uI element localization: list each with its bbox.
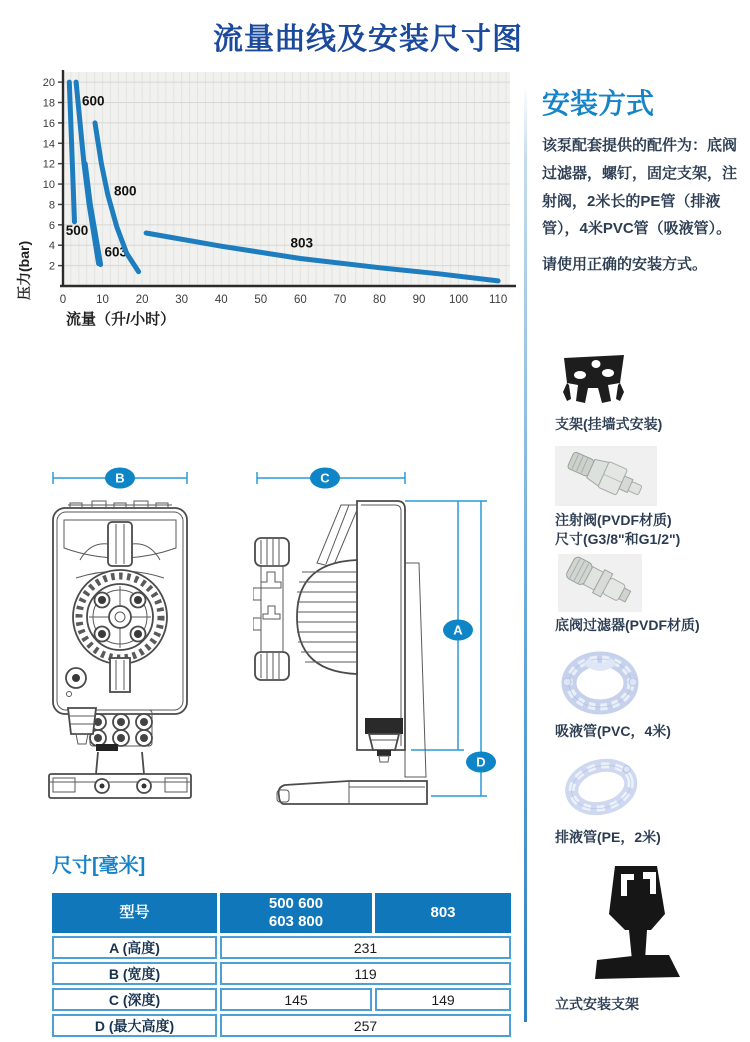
dim-c-label: C bbox=[320, 470, 330, 486]
chart-y-axis-label: 压力(bar) bbox=[16, 240, 32, 300]
row-value: 119 bbox=[220, 962, 511, 985]
svg-text:600: 600 bbox=[81, 93, 105, 109]
wall-bracket-item bbox=[558, 352, 630, 410]
foot-valve-item bbox=[558, 554, 642, 612]
svg-text:50: 50 bbox=[254, 294, 268, 306]
suction-tube-image bbox=[556, 646, 644, 718]
dimensions-table bbox=[52, 893, 511, 1037]
flow-pressure-chart bbox=[28, 64, 518, 309]
svg-text:10: 10 bbox=[96, 294, 109, 306]
svg-text:20: 20 bbox=[42, 77, 55, 90]
table-row-c bbox=[52, 988, 511, 1011]
table-row-d bbox=[52, 1014, 511, 1037]
dim-a-label: A bbox=[453, 622, 463, 638]
installation-heading: 安装方式 bbox=[542, 88, 655, 119]
svg-text:100: 100 bbox=[448, 294, 469, 306]
col-header-500-600-603-800: 500 600 603 800 bbox=[220, 893, 372, 933]
page-title: 流量曲线及安装尺寸图 bbox=[213, 23, 523, 56]
svg-text:90: 90 bbox=[412, 294, 426, 306]
pump-side-view-drawing bbox=[253, 460, 508, 810]
vertical-divider bbox=[524, 84, 527, 1022]
injection-valve-image bbox=[555, 446, 657, 506]
svg-text:16: 16 bbox=[42, 117, 55, 130]
table-header-row bbox=[52, 893, 511, 933]
chart-x-axis-label: 流量（升/小时） bbox=[66, 311, 176, 328]
row-label: D (最大高度) bbox=[52, 1014, 217, 1037]
row-label: C (深度) bbox=[52, 988, 217, 1011]
svg-text:60: 60 bbox=[293, 294, 307, 306]
row-value: 231 bbox=[220, 936, 511, 959]
row-label: B (宽度) bbox=[52, 962, 217, 985]
suction-tube-item bbox=[556, 646, 644, 718]
svg-text:603: 603 bbox=[104, 244, 128, 260]
svg-text:6: 6 bbox=[48, 219, 55, 232]
svg-text:800: 800 bbox=[114, 183, 137, 199]
svg-text:20: 20 bbox=[135, 294, 149, 306]
suction-tube-caption: 吸液管(PVC，4米) bbox=[555, 723, 671, 739]
installation-section bbox=[542, 82, 742, 279]
row-value: 145 bbox=[220, 988, 372, 1011]
svg-text:12: 12 bbox=[42, 158, 55, 171]
row-value: 257 bbox=[220, 1014, 511, 1037]
row-value-803: 149 bbox=[375, 988, 511, 1011]
svg-text:18: 18 bbox=[42, 97, 55, 110]
svg-text:40: 40 bbox=[214, 294, 228, 306]
discharge-tube-caption: 排液管(PE，2米) bbox=[555, 829, 661, 845]
foot-valve-filter-image bbox=[558, 554, 642, 612]
svg-text:14: 14 bbox=[42, 138, 55, 151]
dimensions-heading: 尺寸[毫米] bbox=[52, 855, 146, 877]
floor-stand-caption: 立式安装支架 bbox=[555, 996, 639, 1012]
wall-bracket-image bbox=[558, 352, 630, 410]
discharge-tube-item bbox=[556, 750, 646, 822]
svg-text:70: 70 bbox=[333, 294, 347, 306]
svg-text:80: 80 bbox=[373, 294, 386, 306]
foot-valve-caption: 底阀过滤器(PVDF材质) bbox=[555, 617, 700, 633]
table-row-a bbox=[52, 936, 511, 959]
svg-text:803: 803 bbox=[290, 235, 313, 251]
installation-paragraph: 该泵配套提供的配件为：底阀过滤器，螺钉，固定支架，注射阀，2米长的PE管（排液管），4米PVC管（吸液管）。 bbox=[542, 137, 738, 238]
svg-text:10: 10 bbox=[42, 179, 55, 192]
floor-stand-image bbox=[585, 862, 685, 990]
wall-bracket-caption: 支架(挂墙式安装) bbox=[555, 416, 663, 432]
svg-text:110: 110 bbox=[488, 294, 508, 306]
col-header-803: 803 bbox=[375, 893, 511, 933]
svg-text:8: 8 bbox=[48, 199, 55, 212]
dim-d-label: D bbox=[476, 754, 486, 770]
svg-text:500: 500 bbox=[65, 223, 89, 239]
pump-front-view-drawing bbox=[40, 460, 200, 810]
injection-valve-caption: 注射阀(PVDF材质) 尺寸(G3/8"和G1/2") bbox=[555, 512, 681, 547]
svg-text:4: 4 bbox=[48, 240, 55, 253]
svg-text:2: 2 bbox=[48, 260, 55, 273]
injection-valve-item bbox=[555, 446, 657, 506]
svg-text:30: 30 bbox=[175, 294, 189, 306]
svg-text:0: 0 bbox=[59, 294, 67, 306]
discharge-tube-image bbox=[556, 750, 646, 822]
floor-stand-item bbox=[585, 862, 685, 990]
installation-note: 请使用正确的安装方式。 bbox=[542, 256, 708, 273]
table-row-b bbox=[52, 962, 511, 985]
row-label: A (高度) bbox=[52, 936, 217, 959]
dim-b-label: B bbox=[115, 470, 125, 486]
col-header-model: 型号 bbox=[52, 893, 217, 933]
